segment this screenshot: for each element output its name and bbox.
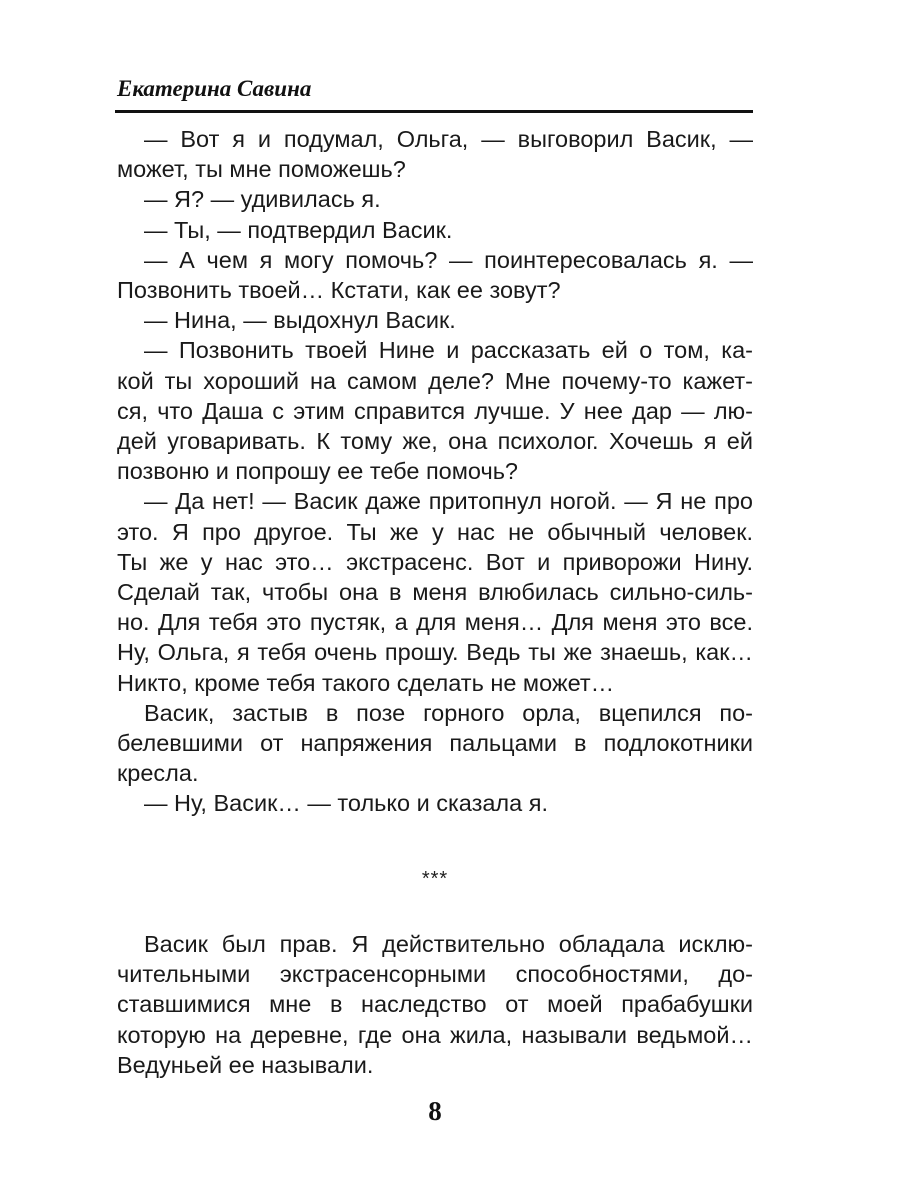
text-block-1 xyxy=(117,124,753,819)
running-head-author: Екатерина Савина xyxy=(117,76,312,101)
text-line: ся, что Даша с этим справится лучше. У нее дар — лю- xyxy=(117,397,753,424)
text-line: Ты же у нас это… экстрасенс. Вот и приворожи Нину. xyxy=(117,548,753,575)
header-rule xyxy=(115,110,753,113)
text-line: Ну, Ольга, я тебя очень прошу. Ведь ты же знаешь, как… xyxy=(117,639,753,666)
text-line: Васик был прав. Я действительно обладала исклю- xyxy=(144,931,753,957)
text-line: белевшими от напряжения пальцами в подлокотники xyxy=(117,730,753,757)
text-line: — Да нет! — Васик даже притопнул ногой. — Я не про xyxy=(144,488,753,515)
text-line: чительными экстрасенсорными способностями, до- xyxy=(117,961,753,988)
text-line: — Ну, Васик… — только и сказала я. xyxy=(144,790,548,817)
text-block-2 xyxy=(117,929,753,1080)
text-line: но. Для тебя это пустяк, а для меня… Для меня это все. xyxy=(117,609,753,636)
text-line: кресла. xyxy=(117,760,199,787)
text-line: Васик, застыв в позе горного орла, вцепился по- xyxy=(144,699,753,726)
text-line: Сделай так, чтобы она в меня влюбилась сильно-силь- xyxy=(117,579,753,606)
text-line: — Я? — удивилась я. xyxy=(144,186,381,213)
text-line: Никто, кроме тебя такого сделать не может… xyxy=(117,669,615,696)
text-line: — А чем я могу помочь? — поинтересовалась я. — xyxy=(144,246,753,273)
text-line: кой ты хороший на самом деле? Мне почему-то кажет- xyxy=(117,367,753,394)
text-line: Ведуньей ее называли. xyxy=(117,1051,374,1078)
text-line: — Ты, — подтвердил Васик. xyxy=(144,216,453,243)
text-line: — Нина, — выдохнул Васик. xyxy=(144,307,456,334)
text-line: ставшимися мне в наследство от моей прабабушки xyxy=(117,991,753,1018)
text-line: которую на деревне, где она жила, называли ведьмой… xyxy=(117,1021,753,1048)
text-line: позвоню и попрошу ее тебе помочь? xyxy=(117,458,519,485)
text-line: может, ты мне поможешь? xyxy=(117,156,406,183)
text-line: — Вот я и подумал, Ольга, — выговорил Васик, — xyxy=(144,126,753,152)
section-separator: *** xyxy=(421,868,449,890)
text-line: дей уговаривать. К тому же, она психолог. Хочешь я ей xyxy=(117,428,753,455)
text-line: — Позвонить твоей Нине и рассказать ей о том, ка- xyxy=(144,337,753,364)
text-line: Позвонить твоей… Кстати, как ее зовут? xyxy=(117,277,561,304)
text-line: это. Я про другое. Ты же у нас не обычный человек. xyxy=(117,518,753,545)
page-number: 8 xyxy=(428,1096,442,1126)
